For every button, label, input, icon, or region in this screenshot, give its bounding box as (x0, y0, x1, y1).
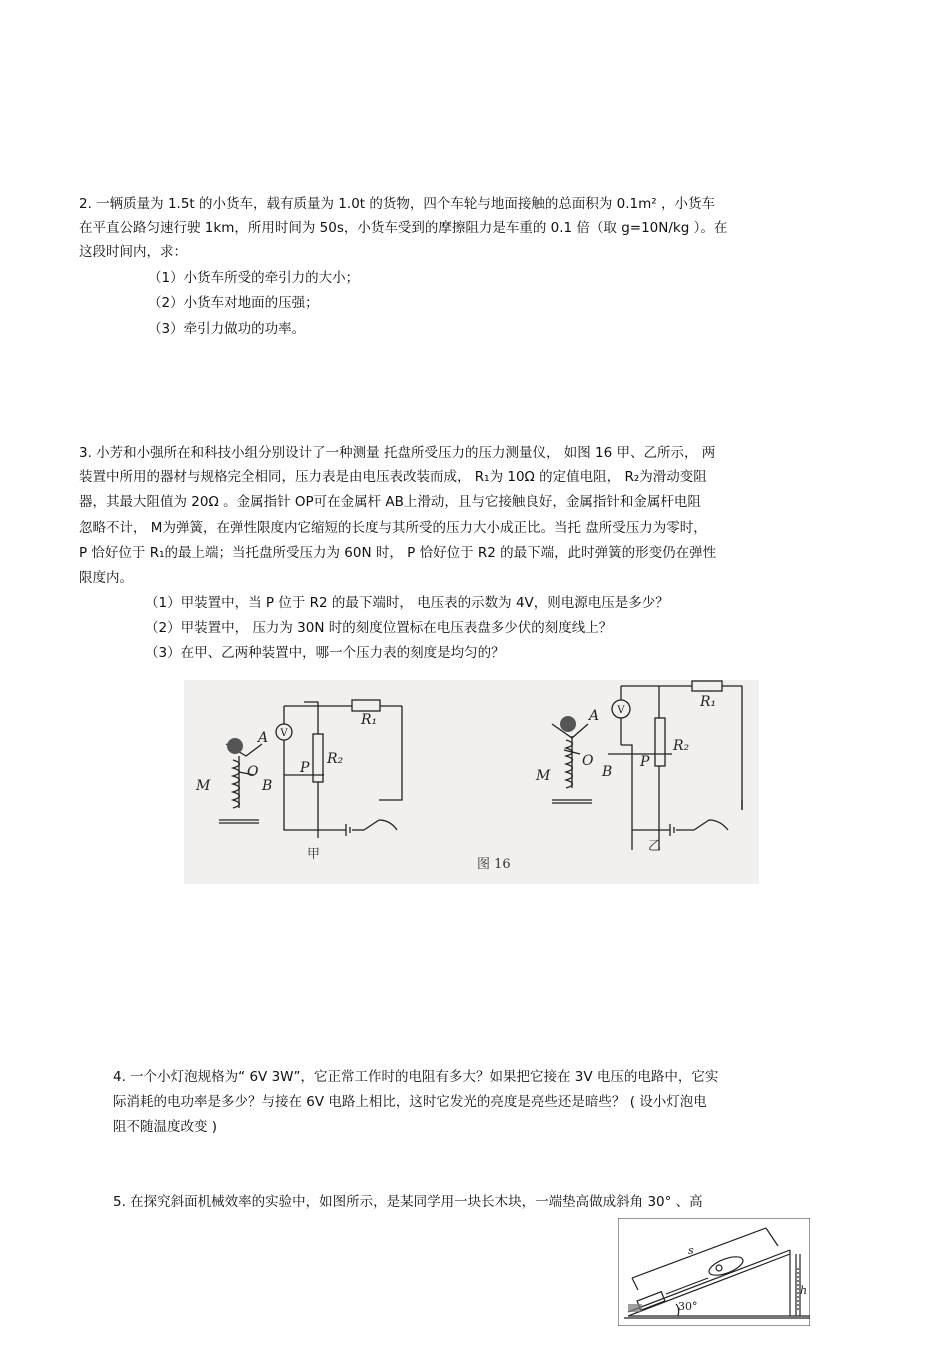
q3-line-2: 装置中所用的器材与规格完全相同，压力表是由电压表改装而成， R₁为 10Ω 的定值电阻， R₂为滑动变阻 (79, 469, 707, 485)
o-label-yi: O (582, 753, 594, 769)
b-label-jia: B (262, 778, 273, 794)
m-label-yi: M (536, 768, 551, 784)
q3-item-3: （3）在甲、乙两种装置中，哪一个压力表的刻度是均匀的？ (145, 645, 505, 661)
q4-line-1: 4. 一个小灯泡规格为“ 6V 3W”，它正常工作时的电阻有多大？如果把它接在 3V 电压的电路中，它实 (113, 1069, 719, 1085)
tray-ball-yi-icon (560, 716, 576, 732)
q4-line-2: 际消耗的电功率是多少？与接在 6V 电路上相比，这时它发光的亮度是亮些还是暗些？ ( 设小灯泡电 (113, 1094, 707, 1110)
p-label-jia: P (300, 760, 310, 776)
incline-s-label: s (688, 1244, 694, 1257)
q4-line-3: 阻不随温度改变 ) (113, 1119, 218, 1135)
voltmeter-label-yi: V (617, 705, 625, 716)
figure-16 (184, 680, 759, 884)
r1-label-yi: R₁ (700, 694, 717, 710)
q2-item-2: （2）小货车对地面的压强； (148, 295, 319, 311)
a-label-jia: A (258, 730, 269, 746)
figure-label-jia: 甲 (307, 847, 321, 862)
q2-item-3: （3）牵引力做功的功率。 (148, 321, 306, 337)
q5-line-1: 5. 在探究斜面机械效率的实验中，如图所示，是某同学用一块长木块，一端垫高做成斜角 30° 、高 (113, 1194, 703, 1210)
q3-item-2: （2）甲装置中， 压力为 30N 时的刻度位置标在电压表盘多少伏的刻度线上？ (145, 620, 613, 636)
q3-line-6: 限度内。 (79, 570, 133, 586)
r2-label-yi: R₂ (673, 738, 690, 754)
q3-item-1: （1）甲装置中，当 P 位于 R2 的最下端时， 电压表的示数为 4V，则电源电压是多少？ (145, 595, 669, 611)
figure-caption: 图 16 (477, 857, 511, 872)
q2-line-2: 在平直公路匀速行驶 1km，所用时间为 50s，小货车受到的摩擦阻力是车重的 0.1 倍（取 g=10N/kg ）。在 (79, 220, 728, 236)
r1-label-jia: R₁ (361, 712, 378, 728)
voltmeter-label-jia: V (280, 728, 288, 739)
q3-line-4: 忽略不计， M为弹簧，在弹性限度内它缩短的长度与其所受的压力大小成正比。当托 盘所受压力为零时， (79, 520, 707, 536)
a-label-yi: A (589, 708, 600, 724)
tray-ball-jia-icon (227, 738, 243, 754)
o-label-jia: O (247, 764, 259, 780)
incline-angle-label: 30° (678, 1300, 698, 1313)
r2-label-jia: R₂ (327, 751, 344, 767)
b-label-yi: B (602, 764, 613, 780)
q3-line-5: P 恰好位于 R₁的最上端；当托盘所受压力为 60N 时， P 恰好位于 R2 的最下端，此时弹簧的形变仍在弹性 (79, 545, 717, 561)
figure-label-yi: 乙 (648, 839, 662, 854)
m-label-jia: M (196, 778, 211, 794)
q2-line-3: 这段时间内，求： (79, 244, 187, 260)
q3-line-3: 器，其最大阻值为 20Ω 。金属指针 OP可在金属杆 AB上滑动，且与它接触良好，金属指针和金属杆电阻 (79, 494, 701, 510)
q2-item-1: （1）小货车所受的牵引力的大小； (148, 270, 360, 286)
q3-line-1: 3. 小芳和小强所在和科技小组分别设计了一种测量 托盘所受压力的压力测量仪， 如图 16 甲、乙所示， 两 (79, 445, 716, 461)
q2-line-1: 2. 一辆质量为 1.5t 的小货车，载有质量为 1.0t 的货物，四个车轮与地面接触的总面积为 0.1m² ，小货车 (79, 196, 715, 212)
p-label-yi: P (640, 754, 650, 770)
incline-figure (618, 1218, 810, 1326)
incline-h-label: h (800, 1284, 808, 1297)
